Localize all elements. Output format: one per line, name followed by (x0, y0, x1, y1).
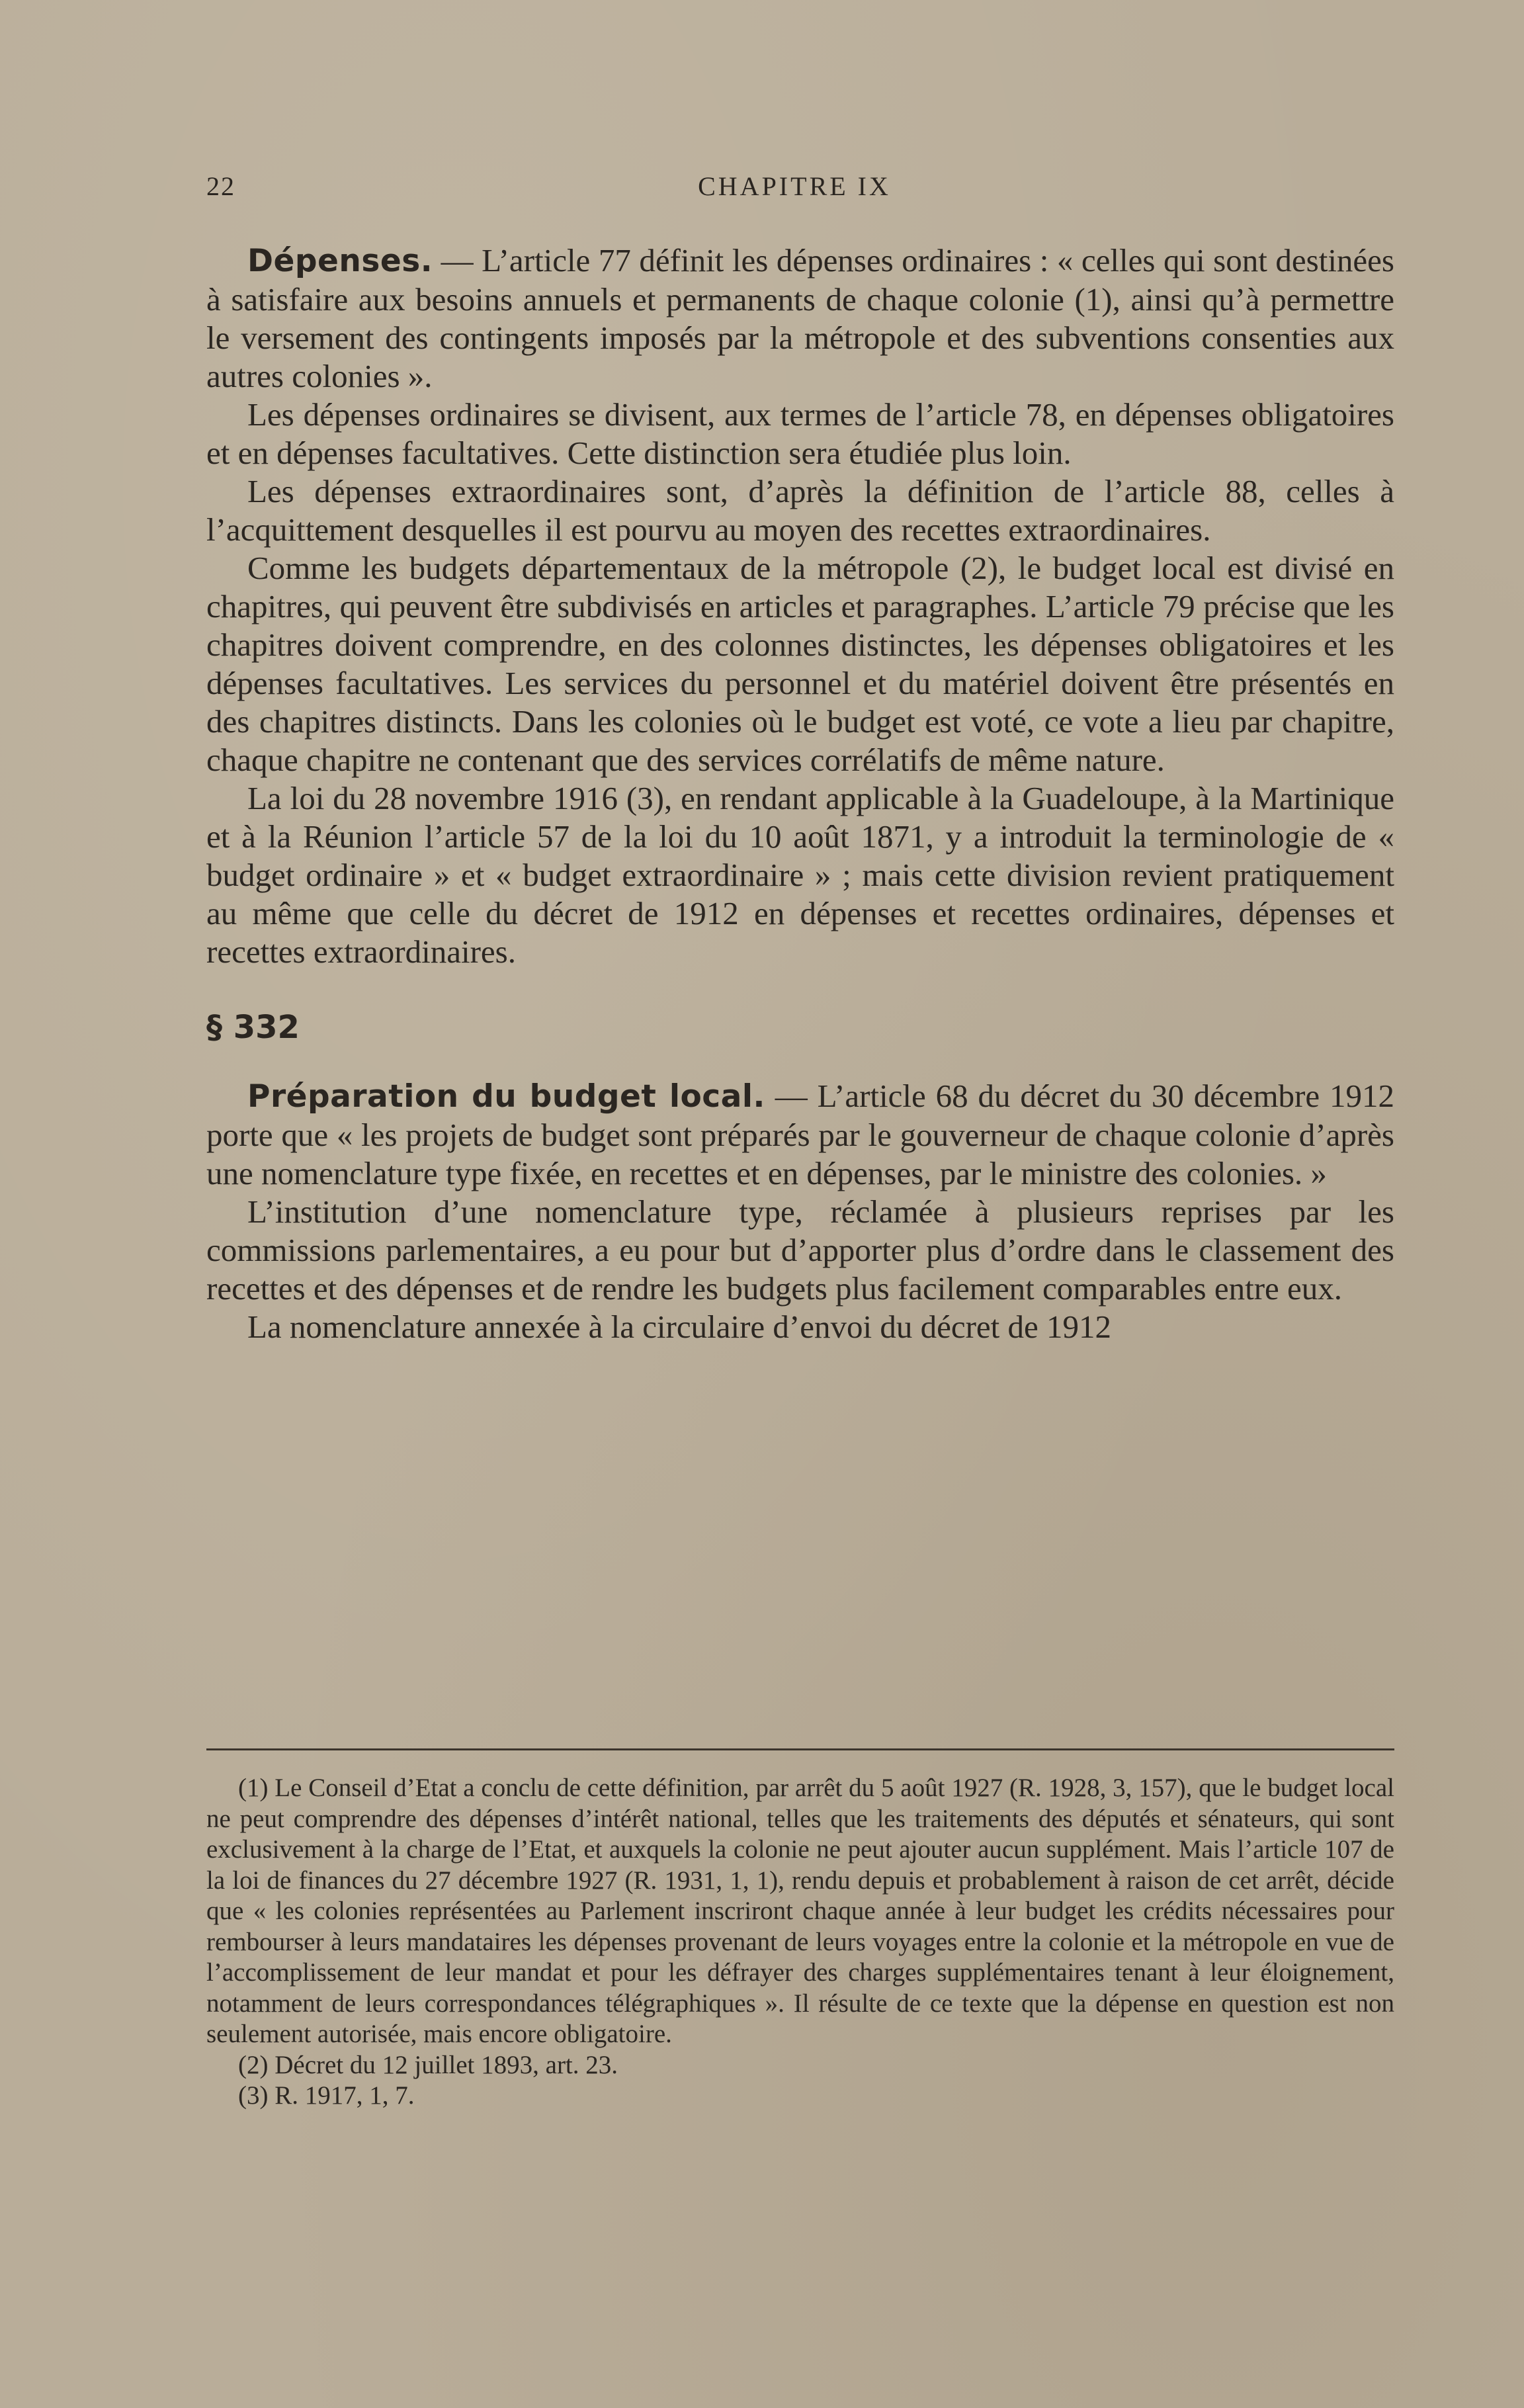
paragraph: Les dépenses extraordinaires sont, d’après la définition de l’article 88, celles à l’acquittement desquelles il est pourvu au moyen des recettes extraordinaires. (206, 473, 1394, 548)
footnotes (206, 1773, 1394, 2112)
paragraph: Les dépenses ordinaires se divisent, aux termes de l’article 78, en dépenses obligatoires et en dépenses facultatives. Cette distinction sera étudiée plus loin. (206, 396, 1394, 471)
paragraph: Comme les budgets départementaux de la métropole (2), le budget local est divisé en chapitres, qui peuvent être subdivisés en articles et paragraphes. L’article 79 précise que les chapitres doivent comprendre, en des colonnes distinctes, les dépenses obligatoires et les dépenses facultatives. Les services du personnel et du matériel doivent être présentés en des chapitres distincts. Dans les colonies où le budget est voté, ce vote a lieu par chapitre, chaque chapitre ne contenant que des services corrélatifs de même nature. (206, 550, 1394, 778)
footnote: (2) Décret du 12 juillet 1893, art. 23. (238, 2050, 618, 2079)
page-number: 22 (206, 171, 235, 201)
paragraph-depenses (206, 241, 1394, 396)
paragraph: La loi du 28 novembre 1916 (3), en rendant applicable à la Guadeloupe, à la Martinique et à la Réunion l’article 57 de la loi du 10 août 1871, y a introduit la terminologie de « budget ordinaire » et « budget extraordinaire » ; mais cette division revient pratiquement au même que celle du décret de 1912 en dépenses et recettes ordinaires, dépenses et recettes extraordinaires. (206, 780, 1394, 970)
paragraph-text: — L’article 77 définit les dépenses ordinaires : « celles qui sont destinées à satisfaire aux besoins annuels et permanents de chaque colonie (1), ainsi qu’à permettre le versement des contingents imposés par la métropole et des subventions consenties aux autres colonies ». (206, 242, 1394, 394)
section-heading: § 332 (206, 1009, 300, 1046)
paragraph-text: — L’article 68 du décret du 30 décembre 1912 porte que « les projets de budget sont préparés par le gouverneur de chaque colonie d’après une nomenclature type fixée, en recettes et en dépenses, par le ministre des colonies. » (206, 1078, 1394, 1191)
paragraph: L’institution d’une nomenclature type, réclamée à plusieurs reprises par les commissions parlementaires, a eu pour but d’apporter plus d’ordre dans le classement des recettes et des dépenses et de rendre les budgets plus facilement comparables entre eux. (206, 1193, 1394, 1307)
paragraph-heading: Dépenses. (247, 243, 433, 279)
main-text (206, 241, 1394, 1346)
paragraph-preparation (206, 1077, 1394, 1193)
chapter-title: CHAPITRE IX (698, 171, 891, 201)
running-header (206, 171, 1382, 208)
footnote: (1) Le Conseil d’Etat a conclu de cette définition, par arrêt du 5 août 1927 (R. 1928, 3, 157), que le budget local ne peut comprendre des dépenses d’intérêt national, telles que les traitements des députés et sénateurs, qui sont exclusivement à la charge de l’Etat, et auxquels la colonie ne peut ajouter aucun supplément. Mais l’article 107 de la loi de finances du 27 décembre 1927 (R. 1931, 1, 1), rendu depuis et probablement à raison de cet arrêt, décide que « les colonies représentées au Parlement inscriront chaque année à leur budget les crédits nécessaires pour rembourser à leurs mandataires les dépenses provenant de leurs voyages entre la colonie et la métropole en vue de l’accomplissement de leur mandat et pour les défrayer des charges supplémentaires tenant à leur éloignement, notamment de leurs correspondances télégraphiques ». Il résulte de ce texte que la dépense en question est non seulement autorisée, mais encore obligatoire. (206, 1774, 1394, 2048)
paragraph-heading: Préparation du budget local. (247, 1078, 765, 1115)
footnote-divider (206, 1748, 1394, 1750)
footnote: (3) R. 1917, 1, 7. (238, 2081, 415, 2110)
paragraph: La nomenclature annexée à la circulaire d’envoi du décret de 1912 (247, 1309, 1112, 1345)
